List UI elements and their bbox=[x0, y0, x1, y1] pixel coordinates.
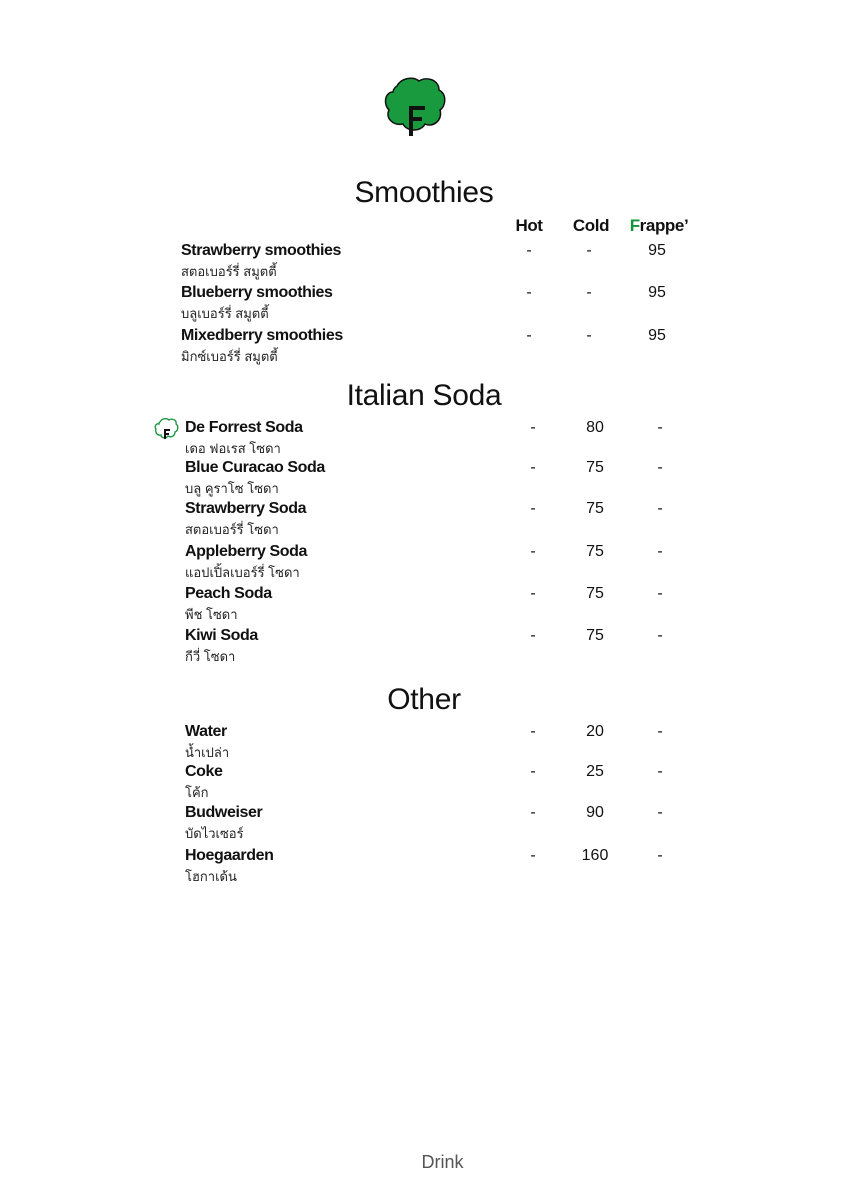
item-name-thai: บัดไวเซอร์ bbox=[185, 826, 244, 841]
price-frappe: - bbox=[657, 627, 663, 644]
item-name: Appleberry Soda bbox=[185, 543, 308, 560]
section-title-italian-soda: Italian Soda bbox=[346, 379, 502, 412]
item-name-thai: มิกซ์เบอร์รี่ สมูตตี้ bbox=[181, 349, 278, 364]
item-name-thai: สตอเบอร์รี่ โซดา bbox=[185, 522, 279, 537]
price-cold: - bbox=[586, 327, 592, 344]
price-frappe: - bbox=[657, 500, 663, 517]
price-frappe: 95 bbox=[648, 242, 666, 259]
price-hot: - bbox=[530, 585, 536, 602]
column-header-hot: Hot bbox=[515, 216, 543, 235]
price-cold: 75 bbox=[586, 500, 604, 517]
item-name-thai: บลู คูราโซ โซดา bbox=[185, 481, 279, 496]
tree-outline-icon bbox=[154, 417, 179, 441]
item-name: Strawberry Soda bbox=[185, 500, 307, 517]
page-footer-label: Drink bbox=[421, 1152, 464, 1172]
item-name-thai: กีวี่ โซดา bbox=[185, 649, 236, 664]
price-frappe: - bbox=[657, 804, 663, 821]
item-name-thai: โฮกาเด้น bbox=[185, 869, 237, 884]
column-header-cold: Cold bbox=[572, 216, 610, 235]
item-name: Kiwi Soda bbox=[185, 627, 258, 644]
item-name: Budweiser bbox=[185, 804, 263, 821]
column-header-frappe-rest: rappe’ bbox=[639, 216, 689, 235]
price-hot: - bbox=[526, 242, 532, 259]
item-name: Blue Curacao Soda bbox=[185, 459, 325, 476]
price-cold: 75 bbox=[586, 543, 604, 560]
column-header-frappe-initial: F bbox=[629, 216, 640, 235]
item-name-thai: เดอ ฟอเรส โซดา bbox=[185, 441, 281, 456]
price-frappe: - bbox=[657, 419, 663, 436]
item-name: Mixedberry smoothies bbox=[181, 327, 343, 344]
price-hot: - bbox=[530, 459, 536, 476]
price-cold: 75 bbox=[586, 585, 604, 602]
price-hot: - bbox=[530, 723, 536, 740]
price-cold: 75 bbox=[586, 459, 604, 476]
price-frappe: 95 bbox=[648, 284, 666, 301]
price-hot: - bbox=[530, 419, 536, 436]
price-cold: 80 bbox=[586, 419, 604, 436]
item-name: De Forrest Soda bbox=[185, 419, 303, 436]
price-cold: 20 bbox=[586, 723, 604, 740]
price-frappe: - bbox=[657, 847, 663, 864]
price-hot: - bbox=[530, 627, 536, 644]
item-name-thai: พีช โซดา bbox=[185, 607, 238, 622]
price-hot: - bbox=[530, 543, 536, 560]
item-name-thai: แอปเปิ้ลเบอร์รี่ โซดา bbox=[185, 565, 300, 580]
price-frappe: - bbox=[657, 459, 663, 476]
price-hot: - bbox=[526, 284, 532, 301]
price-frappe: 95 bbox=[648, 327, 666, 344]
price-cold: - bbox=[586, 284, 592, 301]
tree-logo-icon bbox=[383, 76, 447, 138]
item-name-thai: น้ำเปล่า bbox=[185, 745, 230, 760]
section-title-other: Other bbox=[387, 683, 461, 716]
price-hot: - bbox=[530, 847, 536, 864]
price-hot: - bbox=[530, 500, 536, 517]
section-title-smoothies: Smoothies bbox=[354, 176, 494, 209]
price-frappe: - bbox=[657, 543, 663, 560]
price-frappe: - bbox=[657, 763, 663, 780]
price-cold: 160 bbox=[581, 847, 609, 864]
item-name: Strawberry smoothies bbox=[181, 242, 342, 259]
item-name: Blueberry smoothies bbox=[181, 284, 333, 301]
price-hot: - bbox=[530, 763, 536, 780]
price-frappe: - bbox=[657, 723, 663, 740]
price-hot: - bbox=[530, 804, 536, 821]
price-hot: - bbox=[526, 327, 532, 344]
item-name: Peach Soda bbox=[185, 585, 272, 602]
item-name-thai: โค้ก bbox=[185, 785, 209, 800]
price-frappe: - bbox=[657, 585, 663, 602]
price-cold: 25 bbox=[586, 763, 604, 780]
item-name: Hoegaarden bbox=[185, 847, 274, 864]
item-name: Coke bbox=[185, 763, 223, 780]
price-cold: 75 bbox=[586, 627, 604, 644]
column-header-frappe bbox=[624, 216, 694, 236]
item-name-thai: บลูเบอร์รี่ สมูตตี้ bbox=[181, 306, 269, 321]
price-cold: 90 bbox=[586, 804, 604, 821]
item-name: Water bbox=[185, 723, 227, 740]
item-name-thai: สตอเบอร์รี่ สมูตตี้ bbox=[181, 264, 277, 279]
price-cold: - bbox=[586, 242, 592, 259]
